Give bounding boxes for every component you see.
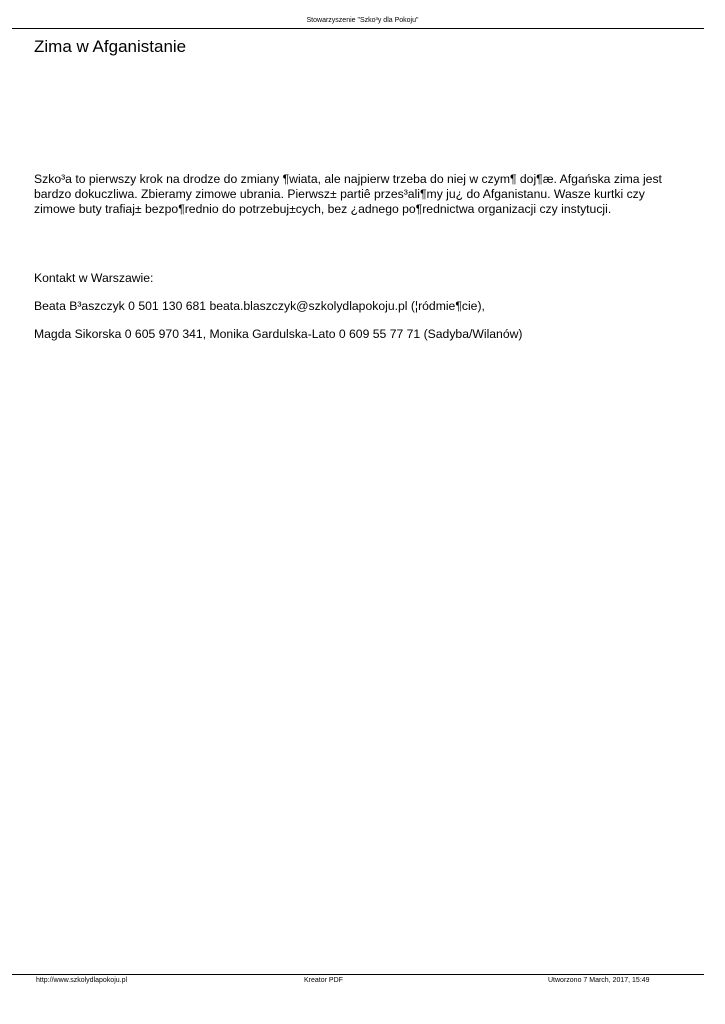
footer-generator: Kreator PDF bbox=[304, 977, 343, 984]
footer-divider bbox=[12, 974, 704, 975]
footer-created-date: Utworzono 7 March, 2017, 15:49 bbox=[548, 977, 650, 984]
contact-line-2: Magda Sikorska 0 605 970 341, Monika Gardulska-Lato 0 609 55 77 71 (Sadyba/Wilanów) bbox=[34, 327, 523, 341]
page-title: Zima w Afganistanie bbox=[34, 37, 187, 56]
contact-line-1: Beata B³aszczyk 0 501 130 681 beata.blaszczyk@szkolydlapokoju.pl (¦ródmie¶cie), bbox=[34, 299, 485, 313]
footer-url[interactable]: http://www.szkolydlapokoju.pl bbox=[36, 977, 128, 984]
header-divider bbox=[12, 28, 704, 29]
intro-paragraph: Szko³a to pierwszy krok na drodze do zmiany ¶wiata, ale najpierw trzeba do niej w czym¶ doj¶æ. Afgańska zima jest bardzo dokuczliwa. Zbieramy zimowe ubrania. Pierwsz± partiê przes³ali¶my ju¿ do Afganistanu. Wasze kurtki czy zimowe buty trafiaj± bezpo¶rednio do potrzebuj±cych, bez ¿adnego po¶rednictwa organizacji czy instytucji. bbox=[34, 172, 662, 216]
contact-heading: Kontakt w Warszawie: bbox=[34, 271, 154, 285]
page-header: Stowarzyszenie "Szko³y dla Pokoju" bbox=[306, 17, 419, 24]
